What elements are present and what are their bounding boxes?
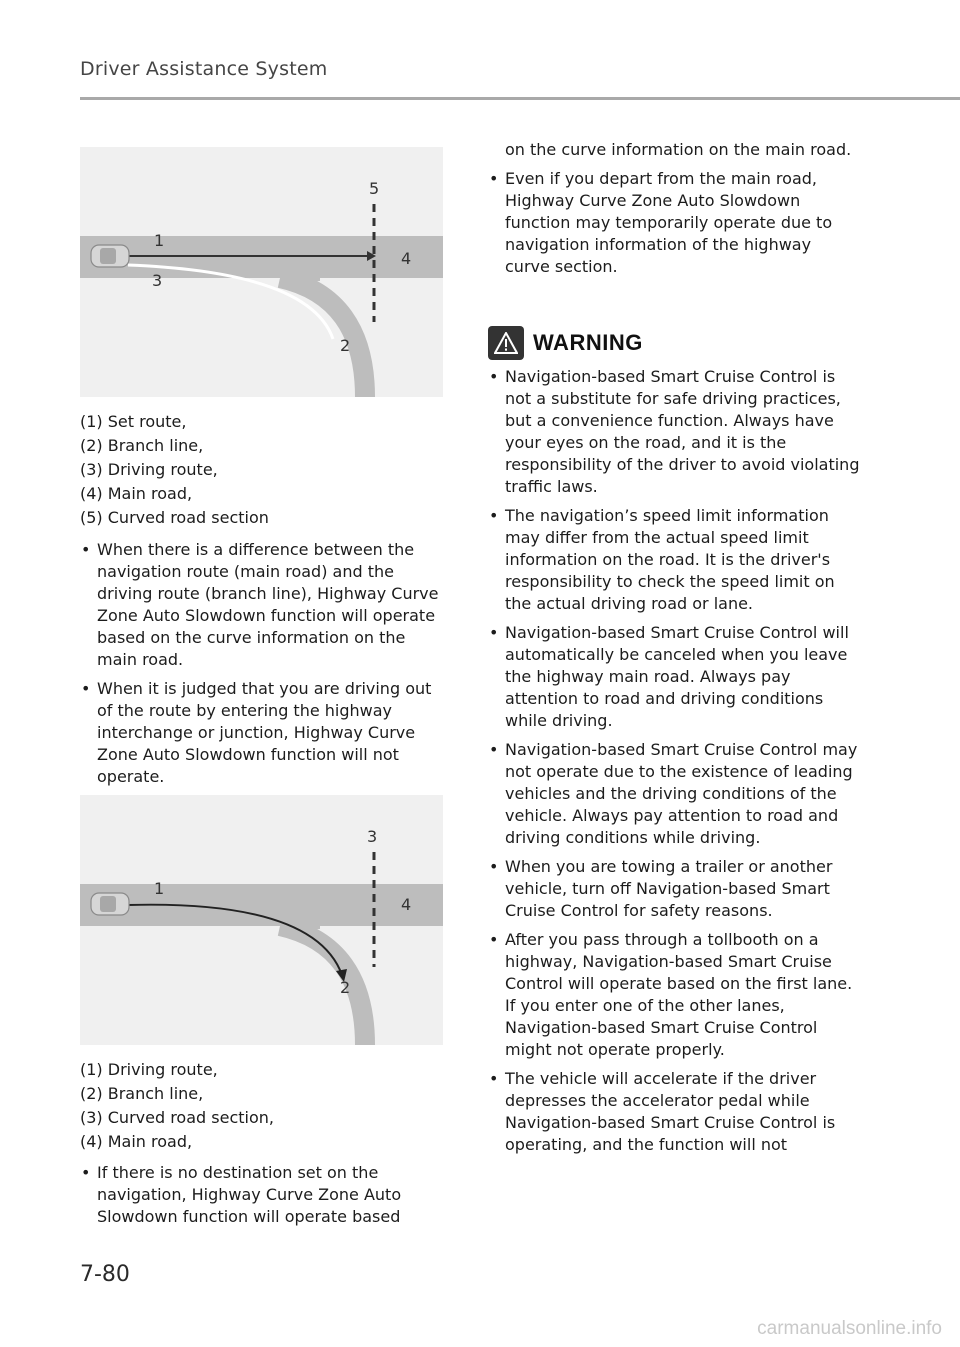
figure-set-route-diagram: [80, 147, 443, 397]
car-icon: [91, 893, 129, 915]
fig2-label-4: 4: [401, 895, 412, 914]
page-number: 7-80: [80, 1262, 130, 1287]
list-item: • When there is a difference between the navigation route (main road) and the driving route (branch line), Highway Curve Zone Auto Slowdown function will operate based on the curve information on the main road.: [81, 540, 439, 669]
caption-line: (1) Set route,: [80, 412, 187, 431]
route-diagram-2: [80, 795, 443, 1045]
caption-line: (3) Driving route,: [80, 460, 218, 479]
route-diagram-1: [80, 147, 443, 397]
car-icon: [91, 245, 129, 267]
caption-line: (4) Main road,: [80, 484, 193, 503]
list-item: • When you are towing a trailer or another vehicle, turn off Navigation-based Smart Cruise Control for safety reasons.: [489, 857, 833, 920]
list-item-text: If there is no destination set on the navigation, Highway Curve Zone Auto Slowdown function will operate based: [97, 1163, 402, 1226]
caption-line: (5) Curved road section: [80, 508, 269, 527]
list-item: • Even if you depart from the main road, Highway Curve Zone Auto Slowdown function may temporarily operate due to navigation information of the highway curve section.: [489, 169, 833, 276]
list-item: • If there is no destination set on the navigation, Highway Curve Zone Auto Slowdown function will operate based: [81, 1163, 402, 1226]
list-item-text: After you pass through a tollbooth on a highway, Navigation-based Smart Cruise Control will operate based on the first lane. If you enter one of the other lanes, Navigation-based Smart Cruise Control might not operate properly.: [505, 930, 853, 1059]
figure2-caption: [80, 1058, 274, 1154]
caption-line: (2) Branch line,: [80, 436, 204, 455]
list-item: • The vehicle will accelerate if the driver depresses the accelerator pedal while Navigation-based Smart Cruise Control is operating, and the function will not: [489, 1069, 836, 1154]
caption-line: (2) Branch line,: [80, 1084, 204, 1103]
fig2-label-1: 1: [154, 879, 165, 898]
warning-triangle-icon: [488, 326, 524, 360]
warning-list: [488, 366, 860, 1163]
left-bullet-list-2: [80, 1162, 450, 1235]
list-item-text: Even if you depart from the main road, Highway Curve Zone Auto Slowdown function may temporarily operate due to navigation information of the highway curve section.: [505, 169, 833, 276]
list-item: • Navigation-based Smart Cruise Control may not operate due to the existence of leading vehicles and the driving conditions of the vehicle. Always pay attention to road and driving conditions while driving.: [489, 740, 858, 847]
continuation-text: on the curve information on the main road.: [505, 140, 852, 159]
page-header-title: Driver Assistance System: [80, 58, 328, 80]
caption-line: (4) Main road,: [80, 1132, 193, 1151]
fig1-label-1: 1: [154, 231, 165, 250]
list-item-text: When you are towing a trailer or another vehicle, turn off Navigation-based Smart Cruise Control for safety reasons.: [505, 857, 833, 920]
fig1-label-3: 3: [152, 271, 163, 290]
list-item: • When it is judged that you are driving out of the route by entering the highway interchange or junction, Highway Curve Zone Auto Slowdown function will not operate.: [81, 679, 432, 786]
watermark: carmanualsonline.info: [757, 1318, 942, 1339]
list-item: • Navigation-based Smart Cruise Control will automatically be canceled when you leave the highway main road. Always pay attention to road and driving conditions while driving.: [489, 623, 849, 730]
fig1-label-5: 5: [369, 179, 380, 198]
list-item-text: The vehicle will accelerate if the driver depresses the accelerator pedal while Navigation-based Smart Cruise Control is operating, and the function will not: [505, 1069, 836, 1154]
list-item-text: Navigation-based Smart Cruise Control will automatically be canceled when you leave the highway main road. Always pay attention to road and driving conditions while driving.: [505, 623, 849, 730]
caption-line: (3) Curved road section,: [80, 1108, 274, 1127]
list-item-text: Navigation-based Smart Cruise Control is not a substitute for safe driving practices, but a convenience function. Always have your eyes on the road, and it is the responsibility of the driver to avoid violating traffic laws.: [505, 367, 860, 496]
list-item-text: When there is a difference between the navigation route (main road) and the driving route (branch line), Highway Curve Zone Auto Slowdown function will operate based on the curve information on the main road.: [97, 540, 439, 669]
list-item-text: Navigation-based Smart Cruise Control may not operate due to the existence of leading vehicles and the driving conditions of the vehicle. Always pay attention to road and driving conditions while driving.: [505, 740, 858, 847]
right-top-text: [488, 139, 860, 285]
list-item: • Navigation-based Smart Cruise Control is not a substitute for safe driving practices, but a convenience function. Always have your eyes on the road, and it is the responsibility of the driver to avoid violating traffic laws.: [489, 367, 860, 496]
list-item: • The navigation’s speed limit information may differ from the actual speed limit information on the road. It is the driver's responsibility to check the speed limit on the actual driving road or lane.: [489, 506, 835, 613]
left-bullet-list: [80, 539, 450, 795]
warning-title: WARNING: [533, 330, 643, 355]
figure-driving-route-diagram: [80, 795, 443, 1045]
warning-header: [488, 326, 643, 360]
fig1-label-4: 4: [401, 249, 412, 268]
list-item: • After you pass through a tollbooth on a highway, Navigation-based Smart Cruise Control will operate based on the first lane. If you enter one of the other lanes, Navigation-based Smart Cruise Control might not operate properly.: [489, 930, 853, 1059]
caption-line: (1) Driving route,: [80, 1060, 218, 1079]
list-item-text: When it is judged that you are driving out of the route by entering the highway interchange or junction, Highway Curve Zone Auto Slowdown function will not operate.: [97, 679, 432, 786]
fig1-label-2: 2: [340, 336, 351, 355]
fig2-label-2: 2: [340, 978, 351, 997]
figure1-caption: [80, 410, 269, 530]
header-divider: [80, 97, 960, 100]
list-item-text: The navigation’s speed limit information may differ from the actual speed limit information on the road. It is the driver's responsibility to check the speed limit on the actual driving road or lane.: [505, 506, 835, 613]
fig2-label-3: 3: [367, 827, 378, 846]
